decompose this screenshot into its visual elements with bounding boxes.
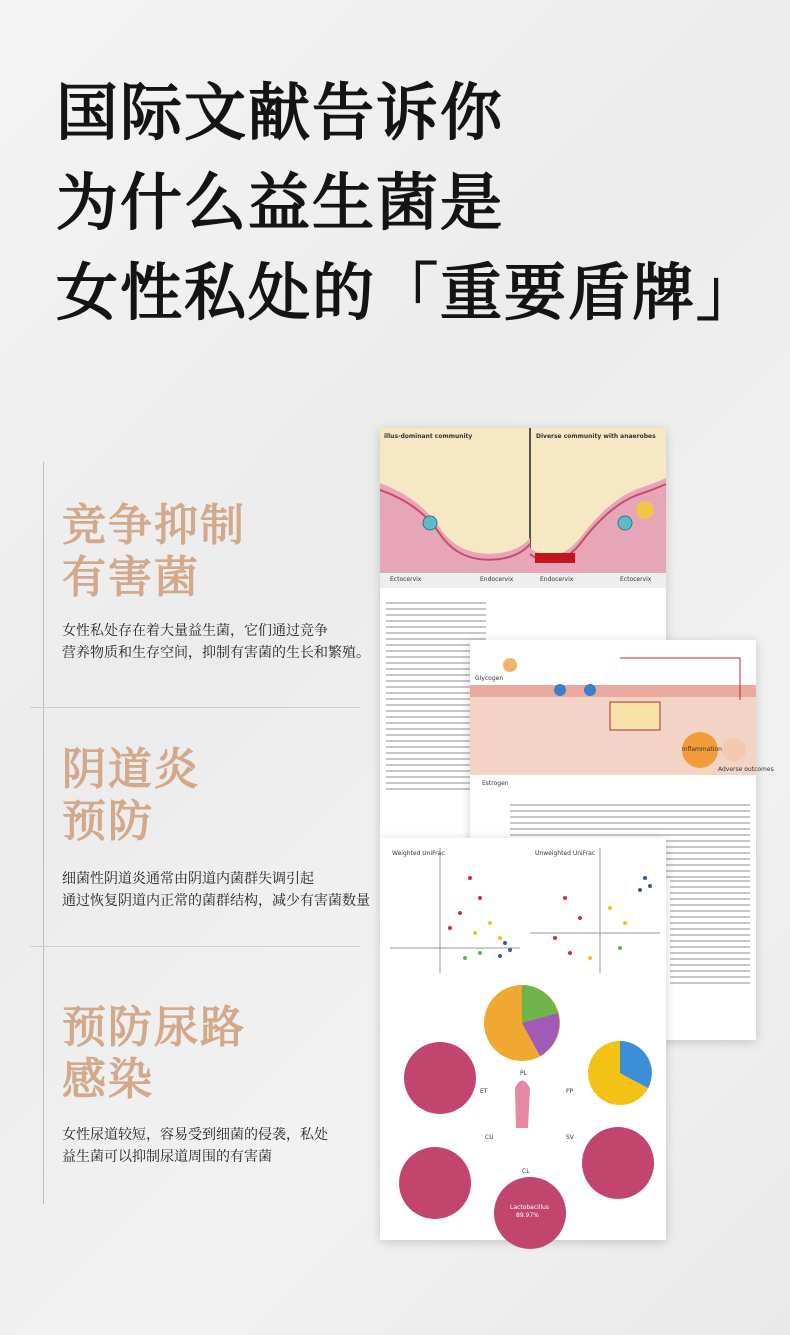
paper-3-pie-label: Lactobacillus bbox=[510, 1204, 550, 1211]
paper-1-label-endo2: Endocervix bbox=[540, 576, 574, 583]
feature-desc bbox=[62, 620, 392, 664]
paper-3-image bbox=[380, 838, 666, 1240]
feature-desc-line1: 细菌性阴道炎通常由阴道内菌群失调引起 bbox=[62, 871, 314, 887]
feature-title-line2: 感染 bbox=[62, 1054, 154, 1105]
feature-desc-line1: 女性私处存在着大量益生菌，它们通过竞争 bbox=[62, 623, 328, 639]
paper-2-label-adverse: Adverse outcomes bbox=[718, 766, 774, 773]
feature-desc bbox=[62, 1124, 392, 1168]
divider-2 bbox=[30, 946, 360, 947]
paper-2-label-glycogen: Glycogen bbox=[475, 675, 504, 682]
paper-2-text-col bbox=[670, 876, 750, 988]
paper-3-label-cu: CU bbox=[485, 1134, 494, 1141]
headline-line-2: 为什么益生菌是 bbox=[56, 166, 505, 239]
feature-desc-line1: 女性尿道较短，容易受到细菌的侵袭，私处 bbox=[62, 1127, 328, 1143]
divider-1 bbox=[30, 707, 360, 708]
paper-3-pie-pct: 89.97% bbox=[516, 1212, 539, 1219]
paper-3-label-et: ET bbox=[480, 1088, 488, 1095]
paper-3-label-fp: FP bbox=[566, 1088, 574, 1095]
feature-vaginitis bbox=[62, 744, 392, 912]
paper-1-right-title: Diverse community with anaerobes bbox=[536, 433, 656, 440]
paper-1-left-title: illus-dominant community bbox=[384, 433, 473, 440]
paper-1-label-ecto2: Ectocervix bbox=[620, 576, 652, 583]
paper-3-label-weighted: Weighted UniFrac bbox=[392, 850, 445, 857]
paper-1-label-endo: Endocervix bbox=[480, 576, 514, 583]
headline bbox=[56, 68, 776, 338]
feature-title-line1: 竞争抑制 bbox=[62, 500, 246, 551]
cervix-illustration bbox=[380, 428, 666, 588]
feature-uti bbox=[62, 1002, 392, 1168]
charts-figure bbox=[380, 838, 666, 1240]
paper-3-label-unweighted: Unweighted UniFrac bbox=[535, 850, 596, 857]
paper-3-label-cl: CL bbox=[522, 1168, 530, 1175]
headline-line-3: 女性私处的「重要盾牌」 bbox=[56, 256, 761, 329]
feature-desc-line2: 营养物质和生存空间，抑制有害菌的生长和繁殖。 bbox=[62, 645, 370, 661]
vertical-divider bbox=[43, 462, 44, 1204]
feature-title-line1: 阴道炎 bbox=[62, 744, 200, 795]
paper-3-label-sv: SV bbox=[566, 1134, 574, 1141]
feature-desc bbox=[62, 868, 392, 912]
pathway-diagram bbox=[470, 640, 756, 790]
paper-3-label-pl: PL bbox=[520, 1070, 527, 1077]
paper-1-label-ecto: Ectocervix bbox=[390, 576, 422, 583]
feature-title-line2: 有害菌 bbox=[62, 552, 200, 603]
headline-line-1: 国际文献告诉你 bbox=[56, 76, 505, 149]
paper-2-label-inflammation: Inflammation bbox=[682, 746, 722, 753]
paper-2-label-estrogen: Estrogen bbox=[482, 780, 509, 787]
feature-competition bbox=[62, 500, 392, 664]
feature-desc-line2: 益生菌可以抑制尿道周围的有害菌 bbox=[62, 1149, 272, 1165]
feature-desc-line2: 通过恢复阴道内正常的菌群结构，减少有害菌数量 bbox=[62, 893, 370, 909]
feature-title-line1: 预防尿路 bbox=[62, 1002, 246, 1053]
feature-title-line2: 预防 bbox=[62, 796, 154, 847]
